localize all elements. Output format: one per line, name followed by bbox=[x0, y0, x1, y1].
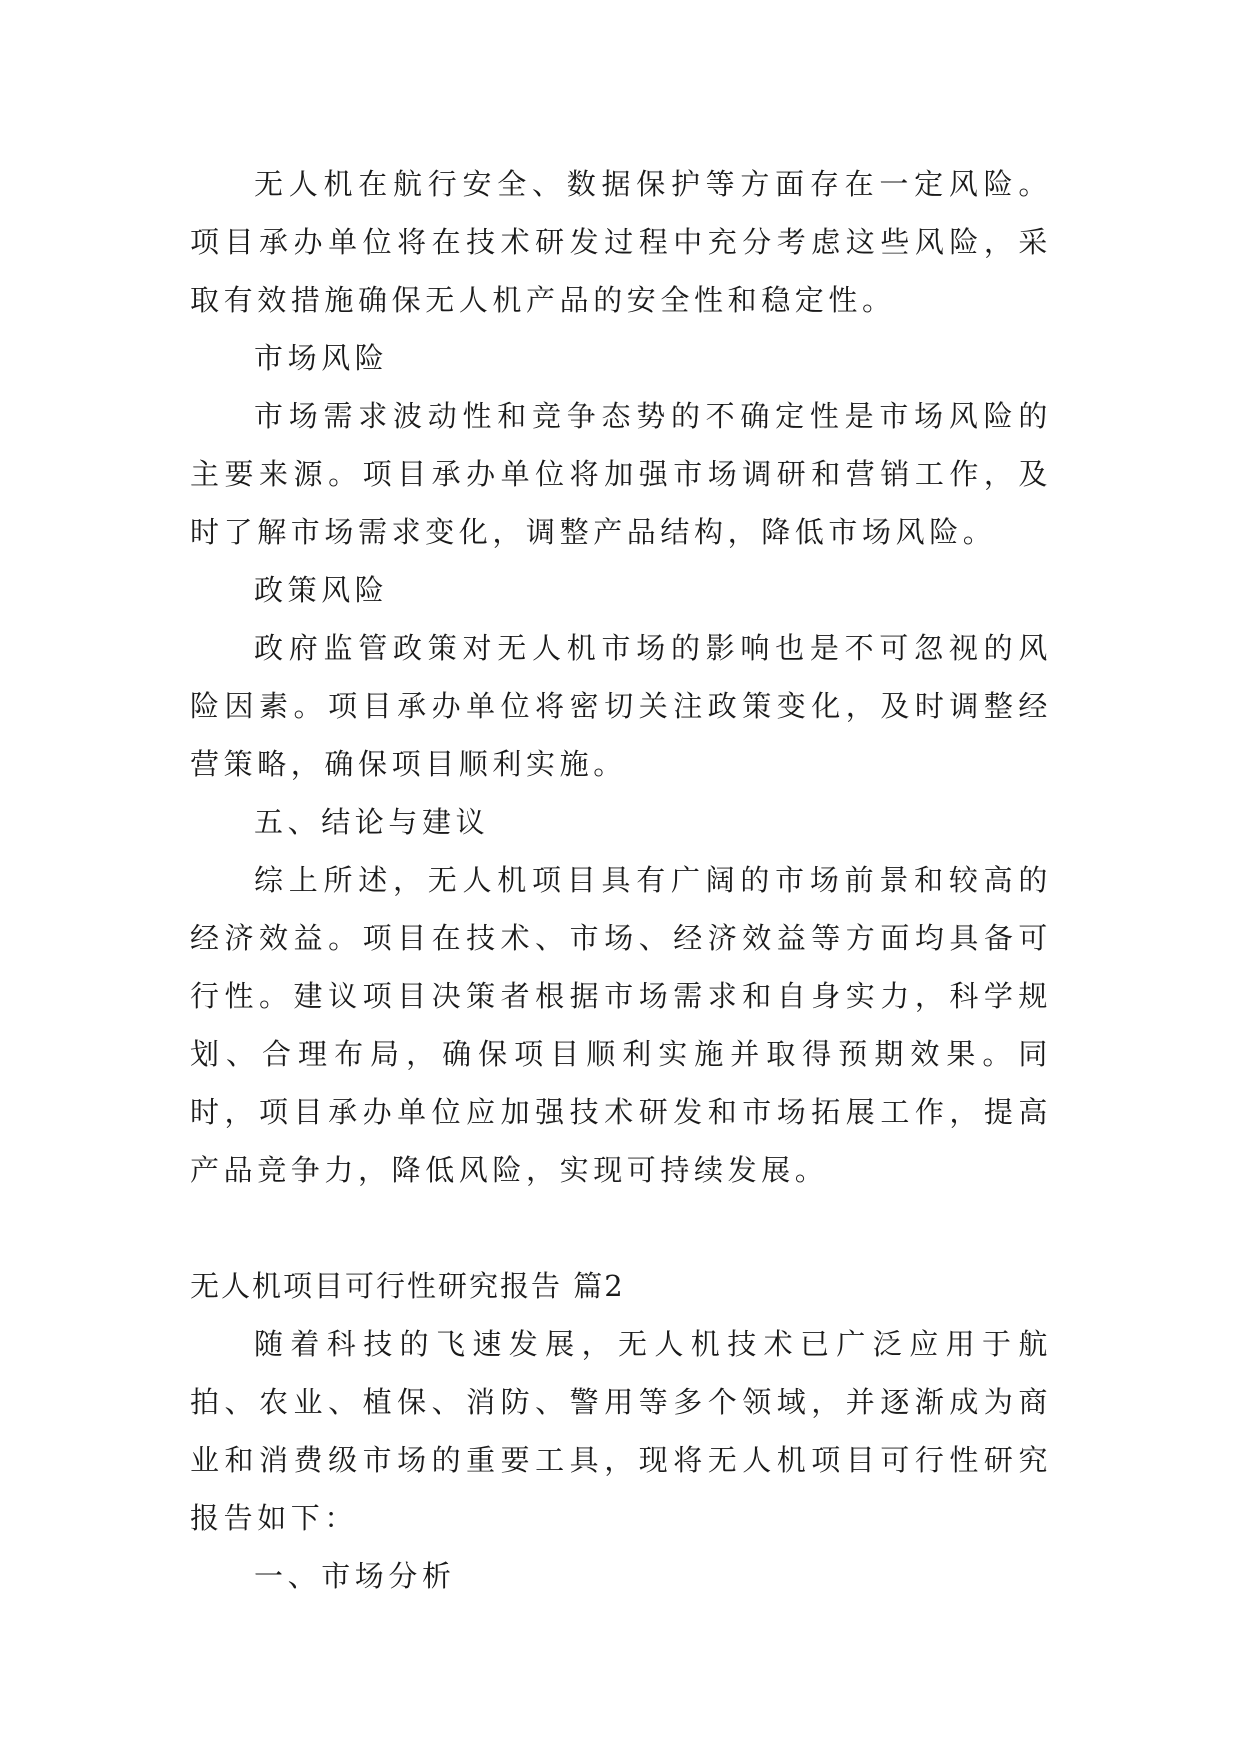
report-title-part2: 无人机项目可行性研究报告 篇2 bbox=[190, 1269, 625, 1303]
market-risk-heading: 市场风险 bbox=[254, 341, 389, 375]
market-analysis-heading: 一、市场分析 bbox=[254, 1559, 456, 1593]
section-spacer bbox=[190, 1199, 1052, 1257]
market-risk-paragraph: 市场需求波动性和竞争态势的不确定性是市场风险的主要来源。项目承办单位将加强市场调研和营销工作，及时了解市场需求变化，调整产品结构，降低市场风险。 bbox=[190, 399, 1052, 549]
document-page bbox=[190, 155, 1052, 1605]
intro-paragraph: 随着科技的飞速发展，无人机技术已广泛应用于航拍、农业、植保、消防、警用等多个领域，并逐渐成为商业和消费级市场的重要工具，现将无人机项目可行性研究报告如下： bbox=[190, 1327, 1052, 1535]
policy-risk-heading: 政策风险 bbox=[254, 573, 389, 607]
conclusion-paragraph: 综上所述，无人机项目具有广阔的市场前景和较高的经济效益。项目在技术、市场、经济效益等方面均具备可行性。建议项目决策者根据市场需求和自身实力，科学规划、合理布局，确保项目顺利实施并取得预期效果。同时，项目承办单位应加强技术研发和市场拓展工作，提高产品竞争力，降低风险，实现可持续发展。 bbox=[190, 863, 1052, 1187]
conclusion-heading: 五、结论与建议 bbox=[254, 805, 490, 839]
risk-tech-paragraph: 无人机在航行安全、数据保护等方面存在一定风险。项目承办单位将在技术研发过程中充分考虑这些风险，采取有效措施确保无人机产品的安全性和稳定性。 bbox=[190, 167, 1052, 317]
policy-risk-paragraph: 政府监管政策对无人机市场的影响也是不可忽视的风险因素。项目承办单位将密切关注政策变化，及时调整经营策略，确保项目顺利实施。 bbox=[190, 631, 1052, 781]
